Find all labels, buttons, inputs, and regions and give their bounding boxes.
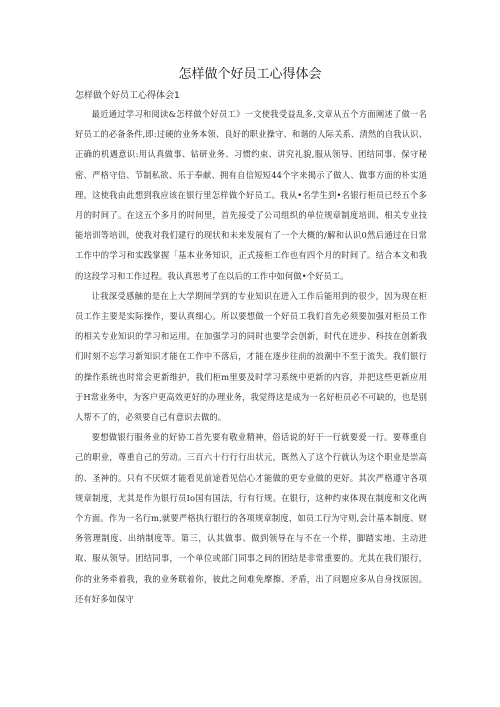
document-subtitle: 怎样做个好员工心得体会1: [75, 91, 180, 101]
document-body: [75, 104, 427, 609]
paragraph-1: 最近通过学习和阅读&怎样做个好员工》一文使我受益乱多,文章从五个方面阐述了做一名好员工的必备条件,即:过硬的业务本领、良好的职业操守、和谐的人际关系、清然的自我认识、正确的机遇意识:用认真做事、钻研业务、习惯约束、讲究礼貌,服从领导、团结同事、保守秘密、严格守信、节制私欲、乐于奉献、拥有自信短短44个字来揭示了做人、做事方面的朴实道理。这使我由此想到我应该在银行里怎样做个好员工。我从•名学生到•名银行柜员已经五个多月的时间了。在这五个多月的时间里，首先接受了公司组织的单位规章制度培训、相关专业技能培训等培训，使我对我们建行的现状和未来发展有了一个大概的/解和认识0然后通过在日常工作中的学习和实践掌握「基本业务知识，正式接柜工作也有四个月的时间了。结合本文和我的这段学习和工作过程。我认真思考了在以后的工作中如何做•个好员工。: [75, 109, 427, 281]
paragraph-3: 要想做银行服务业的好协工首先要有敬业精神，俗话说的好干一行就要爱一行。要尊重自己的职业，尊重自己的劳动。三百六十行行行出状元，既然入了这个行就认为这个职业是崇高的、圣神的。只有不厌烦才能看见前途看见信心才能做的更专业做的更好。其次严格遵守各项规章制度，尤其是作为银行员Io国有国法，行有行规。在银行，这种约束体现在制度和文化两个方面。作为一名行m,就要严格执行银行的各项规章制度，如员工行为守则,会计基本制度、财务管理制度、出纳制度等。第三，认其做事、做到领导在与不在一个样，脚踏实地、主动进取、服从领导。团结同事，一个单位或部门同事之间的团结是非常重要的。尤其在我们银行，你的业务牵着我，我的业务联着你，彼此之间难免摩擦、矛盾，出了问题应多从自身找原因。还有好多如保守: [75, 432, 427, 604]
document-title: 怎样做个好员工心得体会: [178, 67, 322, 82]
paragraph-2: 让我深受感触的是在上大学期间学到的专业知识在进入工作后能用到的很少，因为现在柜员工作主要是实际操作，要认真细心。所以要想做一个好员工我们首先必须要加强对柜员工作的相关专业知识的学习和运用。在加强学习的同时也要学会创新，时代在进步、科技在创新我们时刻不忘学习新知识才能在工作中不落后，才能在逐步往前的浪潮中不至于流失。我们银行的操作系统也时常会更新维护，我们柜m里要及时学习系统中更新的内容，并把这些更新应用于H常业务中，为客户更高效更好的办理业务，我觉得这是成为一名好柜员必不可缺的，也是别人帮不了的，必须要自己有意识去做的。: [75, 290, 427, 423]
